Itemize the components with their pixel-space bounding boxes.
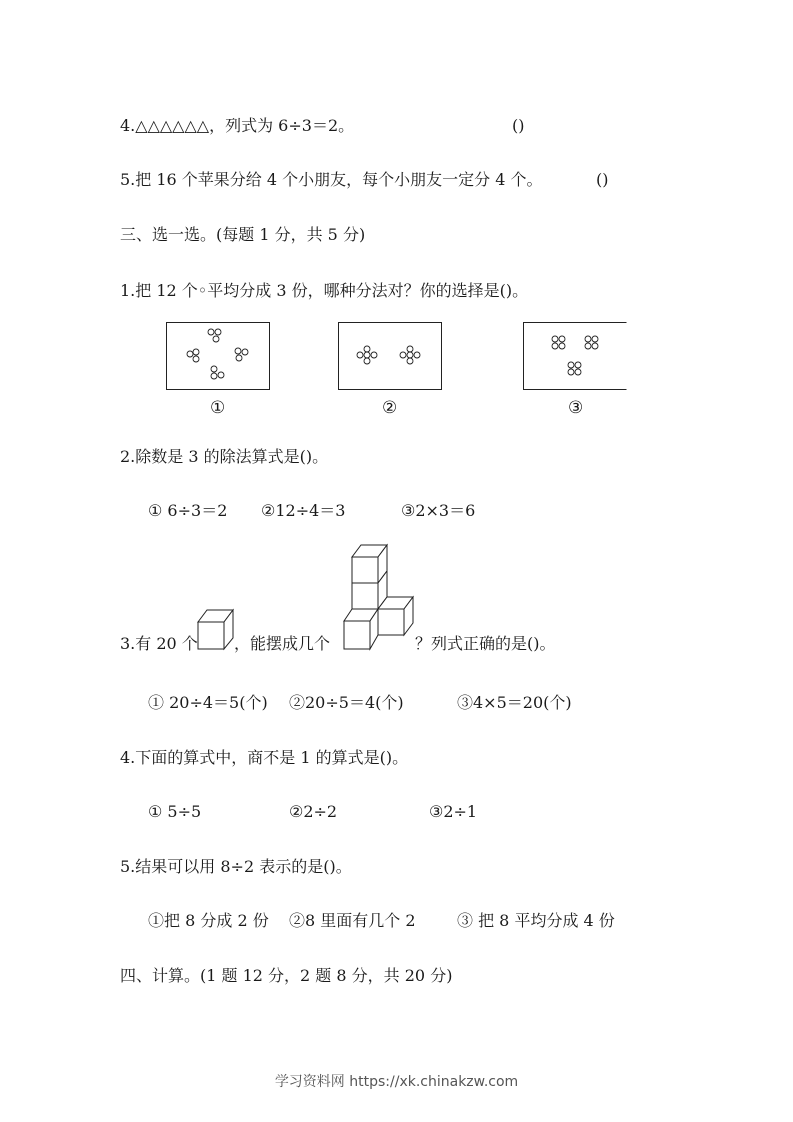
option-1: ① 20÷4＝5(个) bbox=[148, 693, 268, 712]
judge-question-5: 5.把 16 个苹果分给 4 个小朋友，每个小朋友一定分 4 个。 bbox=[120, 170, 543, 189]
figure-label-1: ① bbox=[210, 398, 226, 418]
choice-question-2: 2.除数是 3 的除法算式是()。 bbox=[120, 447, 329, 466]
option-1: ① 5÷5 bbox=[148, 802, 202, 821]
option-3: ③2÷1 bbox=[429, 802, 478, 821]
option-3: ③2×3＝6 bbox=[401, 501, 476, 520]
choice-question-3-suffix: ？列式正确的是()。 bbox=[415, 634, 556, 653]
option-3: ③4×5＝20(个) bbox=[457, 693, 572, 712]
judge-question-4: 4.△△△△△△，列式为 6÷3＝2。 bbox=[120, 116, 355, 135]
single-cube-icon bbox=[197, 609, 235, 651]
answer-paren: () bbox=[596, 170, 609, 189]
section-heading: 三、选一选。(每题 1 分，共 5 分) bbox=[120, 225, 366, 244]
option-1: ① 6÷3＝2 bbox=[148, 501, 228, 520]
option-2: ②20÷5＝4(个) bbox=[289, 693, 404, 712]
answer-paren: () bbox=[512, 116, 525, 135]
option-2: ②8 里面有几个 2 bbox=[289, 911, 416, 930]
choice-question-1: 1.把 12 个◦平均分成 3 份，哪种分法对？你的选择是()。 bbox=[120, 281, 529, 300]
choice-question-4: 4.下面的算式中，商不是 1 的算式是()。 bbox=[120, 748, 409, 767]
figure-label-3: ③ bbox=[568, 398, 584, 418]
footer-watermark: 学习资料网 https://xk.chinakzw.com bbox=[274, 1074, 519, 1090]
grouping-figure-1 bbox=[166, 322, 270, 390]
cube-stack-icon bbox=[343, 543, 415, 651]
option-3: ③ 把 8 平均分成 4 份 bbox=[457, 911, 615, 930]
choice-question-5: 5.结果可以用 8÷2 表示的是()。 bbox=[120, 857, 352, 876]
option-2: ②2÷2 bbox=[289, 802, 338, 821]
figure-label-2: ② bbox=[382, 398, 398, 418]
option-2: ②12÷4＝3 bbox=[261, 501, 346, 520]
choice-question-3-prefix: 3.有 20 个 bbox=[120, 634, 198, 653]
choice-question-3-middle: ，能摆成几个 bbox=[234, 634, 331, 653]
section-heading: 四、计算。(1 题 12 分，2 题 8 分，共 20 分) bbox=[120, 966, 453, 985]
grouping-figure-2 bbox=[338, 322, 442, 390]
option-1: ①把 8 分成 2 份 bbox=[148, 911, 269, 930]
grouping-figure-3 bbox=[523, 322, 627, 390]
